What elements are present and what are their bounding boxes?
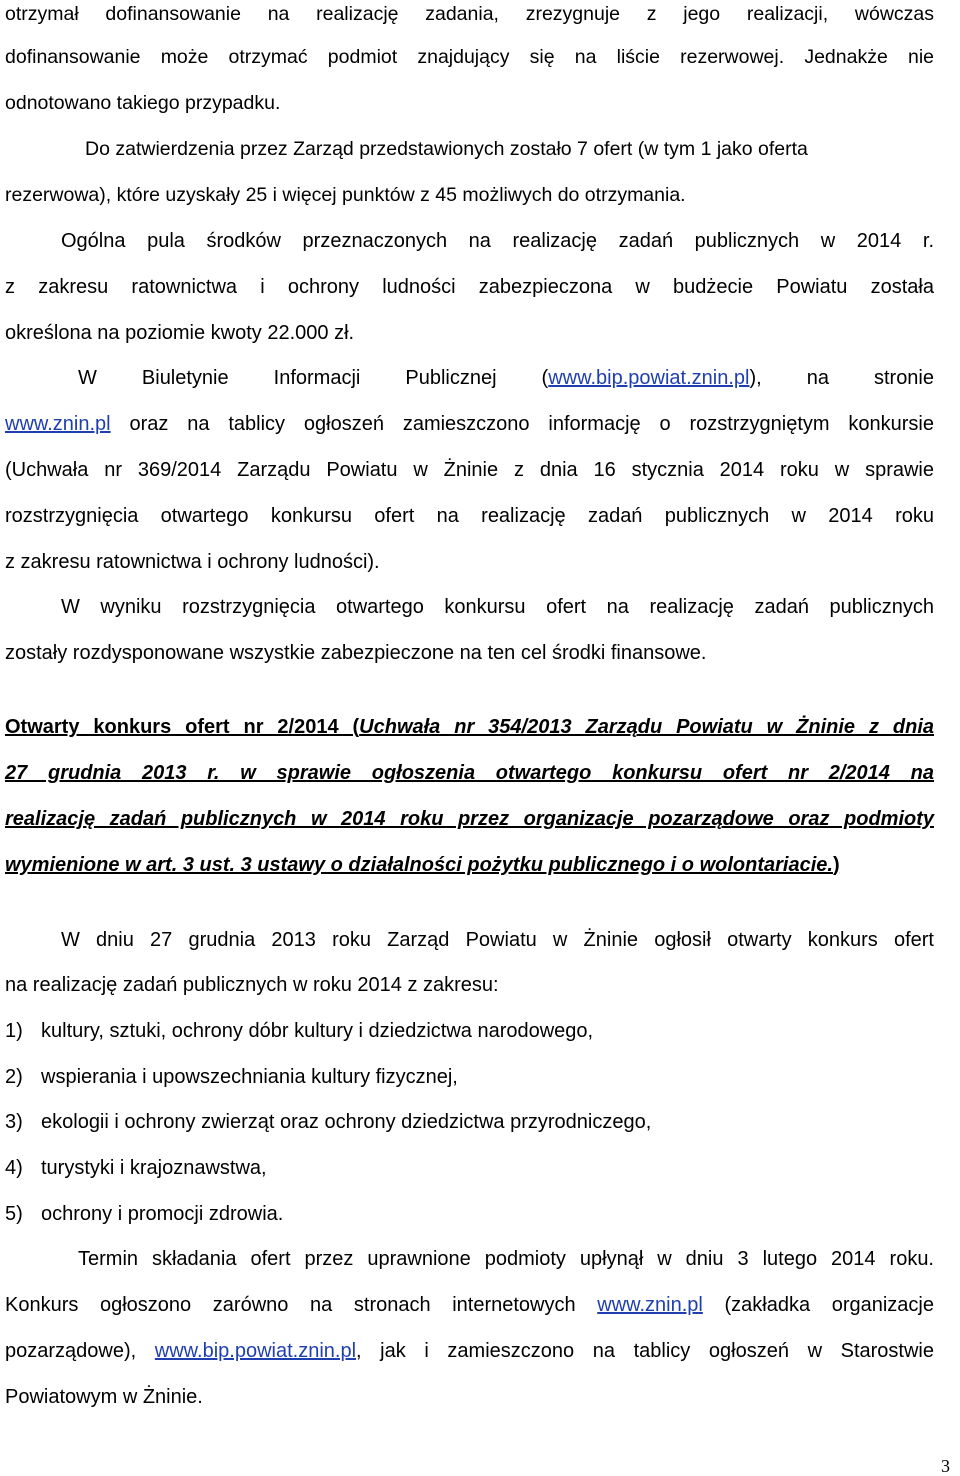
text-line: na realizację zadań publicznych w roku 2014 z zakresu: [5, 974, 499, 996]
section-heading [5, 759, 934, 787]
list-number: 2) [5, 1066, 23, 1088]
text-line: (Uchwała nr 369/2014 Zarządu Powiatu w Żninie z dnia 16 stycznia 2014 roku w sprawie [5, 459, 934, 481]
list-text: kultury, sztuki, ochrony dóbr kultury i dziedzictwa narodowego, [41, 1020, 594, 1042]
text-line [5, 1337, 934, 1365]
text-line: odnotowano takiego przypadku. [5, 92, 281, 114]
heading-fragment: Otwarty konkurs ofert nr 2/2014 ( [5, 716, 360, 738]
page-number: 3 [941, 1456, 950, 1476]
text-line: Ogólna pula środków przeznaczonych na realizację zadań publicznych w 2014 r. [61, 230, 934, 252]
heading-fragment: w sprawie ogłoszenia otwartego konkursu ofert nr 2/2014 na [219, 762, 934, 784]
section-heading [5, 851, 934, 879]
section-heading: realizację zadań publicznych w 2014 roku przez organizacje pozarządowe oraz podmioty [5, 808, 934, 830]
text-line: rezerwowa), które uzyskały 25 i więcej punktów z 45 możliwych do otrzymania. [5, 184, 686, 206]
text-line [5, 364, 934, 392]
text-fragment: ), na stronie [749, 367, 935, 389]
bip-link[interactable]: www.bip.powiat.znin.pl [154, 1340, 357, 1362]
list-number: 4) [5, 1157, 23, 1179]
text-fragment: Konkurs ogłoszono zarówno na stronach internetowych [5, 1294, 598, 1316]
text-line: dofinansowanie może otrzymać podmiot znajdujący się na liście rezerwowej. Jednakże nie [5, 46, 934, 68]
list-text: ochrony i promocji zdrowia. [41, 1203, 284, 1225]
text-fragment: , jak i zamieszczono na tablicy ogłoszeń w Starostwie [356, 1340, 934, 1362]
heading-fragment: 27 grudnia 2013 r. [5, 762, 220, 784]
list-item [5, 1108, 934, 1136]
znin-link[interactable]: www.znin.pl [597, 1294, 703, 1316]
heading-fragment: Uchwała nr 354/2013 Zarządu Powiatu w Żninie z dnia [359, 716, 934, 738]
text-fragment: W Biuletynie Informacji Publicznej ( [78, 367, 549, 389]
text-fragment: oraz na tablicy ogłoszeń zamieszczono informację o rozstrzygniętym konkursie [110, 413, 934, 435]
list-text: ekologii i ochrony zwierząt oraz ochrony dziedzictwa przyrodniczego, [41, 1111, 652, 1133]
text-line: zostały rozdysponowane wszystkie zabezpieczone na ten cel środki finansowe. [5, 642, 707, 664]
list-item [5, 1063, 934, 1091]
list-text: wspierania i upowszechniania kultury fizycznej, [41, 1066, 458, 1088]
text-fragment: pozarządowe), [5, 1340, 155, 1362]
text-line: rozstrzygnięcia otwartego konkursu ofert na realizację zadań publicznych w 2014 roku [5, 505, 934, 527]
text-line: określona na poziomie kwoty 22.000 zł. [5, 322, 355, 344]
text-line: Do zatwierdzenia przez Zarząd przedstawionych zostało 7 ofert (w tym 1 jako oferta [85, 138, 808, 160]
list-item [5, 1017, 934, 1045]
text-line: z zakresu ratownictwa i ochrony ludności). [5, 551, 380, 573]
text-fragment: (zakładka organizacje [702, 1294, 934, 1316]
text-line: z zakresu ratownictwa i ochrony ludności zabezpieczona w budżecie Powiatu została [5, 276, 934, 298]
text-line: Termin składania ofert przez uprawnione podmioty upłynął w dniu 3 lutego 2014 roku. [78, 1248, 934, 1270]
text-line: Powiatowym w Żninie. [5, 1386, 203, 1408]
text-line: W wyniku rozstrzygnięcia otwartego konkursu ofert na realizację zadań publicznych [61, 596, 934, 618]
text-line [5, 410, 934, 438]
list-item [5, 1200, 934, 1228]
list-number: 1) [5, 1020, 23, 1042]
list-text: turystyki i krajoznawstwa, [41, 1157, 267, 1179]
section-heading [5, 713, 934, 741]
list-item [5, 1154, 934, 1182]
heading-fragment: wymienione w art. 3 ust. 3 ustawy o działalności pożytku publicznego i o wolontariacie. [5, 854, 833, 876]
znin-link[interactable]: www.znin.pl [5, 413, 111, 435]
text-line: otrzymał dofinansowanie na realizację zadania, zrezygnuje z jego realizacji, wówczas [5, 3, 934, 25]
list-number: 3) [5, 1111, 23, 1133]
heading-fragment: ) [832, 854, 840, 876]
text-line [5, 1291, 934, 1319]
bip-link[interactable]: www.bip.powiat.znin.pl [548, 367, 750, 389]
list-number: 5) [5, 1203, 23, 1225]
text-line: W dniu 27 grudnia 2013 roku Zarząd Powiatu w Żninie ogłosił otwarty konkurs ofert [61, 929, 934, 951]
